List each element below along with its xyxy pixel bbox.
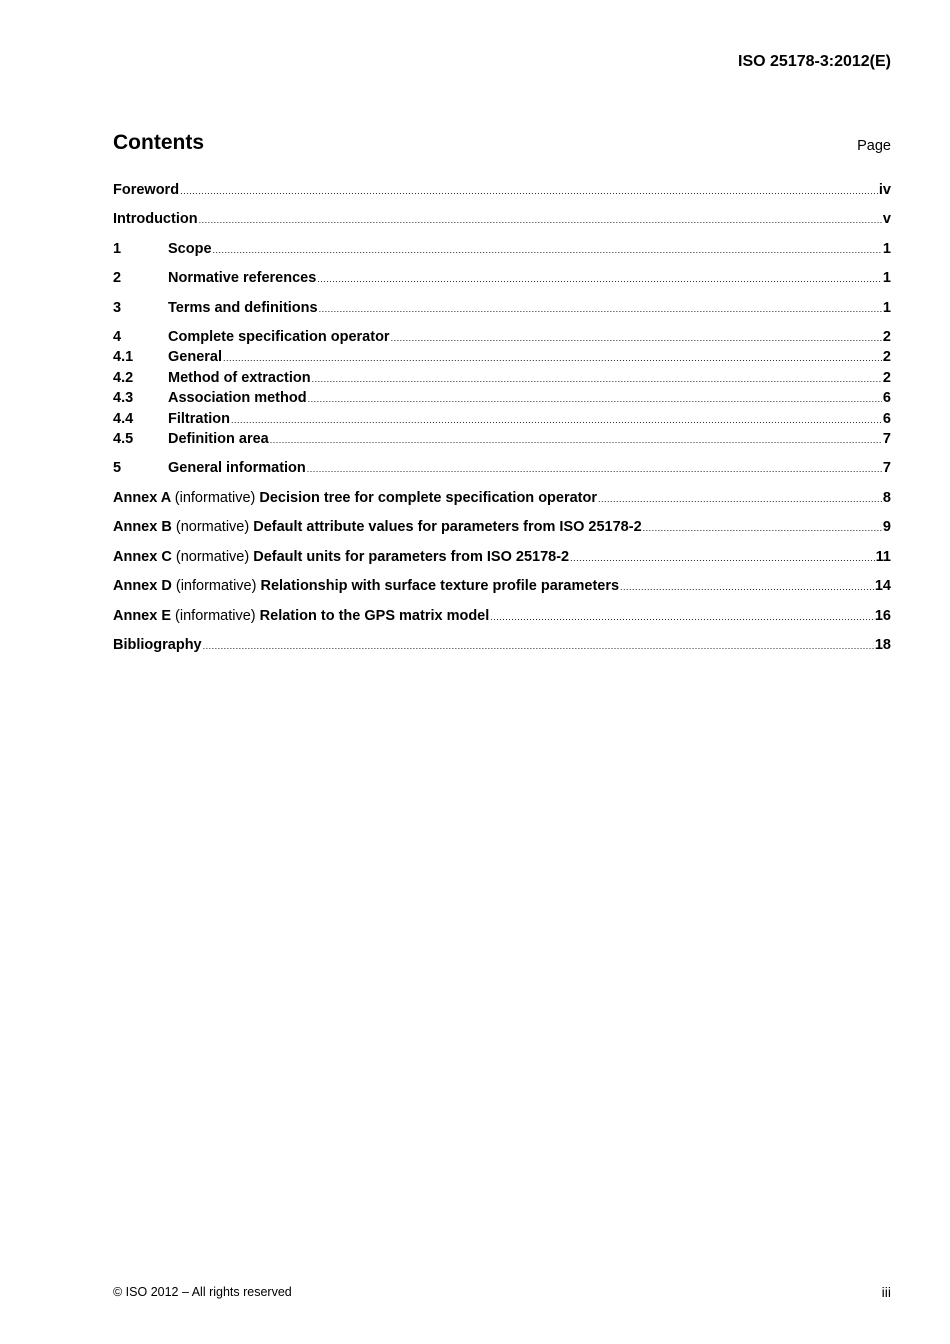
annex-label: Annex C xyxy=(113,548,172,565)
page-title: Contents xyxy=(113,131,204,154)
toc-number: 1 xyxy=(113,240,122,257)
toc-entry-5[interactable] xyxy=(113,459,891,479)
toc-title xyxy=(113,518,642,537)
toc-entry-foreword[interactable] xyxy=(113,181,891,201)
toc-entry-4-5[interactable] xyxy=(113,430,891,450)
annex-status: (informative) xyxy=(174,489,256,506)
toc-title: Normative references xyxy=(168,270,317,287)
dot-leader xyxy=(490,608,874,627)
toc-title: Introduction xyxy=(113,211,198,228)
toc-title: Terms and definitions xyxy=(168,299,318,316)
toc-page: 1 xyxy=(882,299,891,316)
toc-number: 4.4 xyxy=(113,410,134,427)
toc-page: 2 xyxy=(882,349,891,366)
toc-page: 8 xyxy=(882,489,891,506)
toc-entry-introduction[interactable] xyxy=(113,210,891,230)
toc-number: 4.5 xyxy=(113,431,134,448)
dot-leader xyxy=(598,490,882,509)
toc-entry-annex-d[interactable] xyxy=(113,577,891,597)
toc-number: 4.2 xyxy=(113,369,134,386)
toc-page: 1 xyxy=(882,240,891,257)
toc-page: 2 xyxy=(882,329,891,346)
toc-entry-annex-a[interactable] xyxy=(113,489,891,509)
toc-entry-4-3[interactable] xyxy=(113,389,891,409)
toc-page: 6 xyxy=(882,410,891,427)
dot-leader xyxy=(213,241,882,260)
toc-page: 9 xyxy=(882,519,891,536)
toc-entry-4-1[interactable] xyxy=(113,348,891,368)
toc-page: 7 xyxy=(882,460,891,477)
toc-entry-4-4[interactable] xyxy=(113,410,891,430)
toc-page: iv xyxy=(878,182,891,198)
dot-leader xyxy=(643,519,882,538)
toc-title: Scope xyxy=(168,240,212,257)
toc-page: 7 xyxy=(882,431,891,448)
dot-leader xyxy=(231,411,882,430)
toc-number: 5 xyxy=(113,460,122,477)
annex-label: Annex A xyxy=(113,489,171,506)
toc-page: 14 xyxy=(874,578,891,595)
toc-number: 3 xyxy=(113,299,122,316)
annex-status: (informative) xyxy=(175,578,257,595)
toc-page: 2 xyxy=(882,369,891,386)
dot-leader xyxy=(223,349,882,368)
toc-entry-annex-c[interactable] xyxy=(113,548,891,568)
toc-title xyxy=(113,607,489,626)
annex-title: Relation to the GPS matrix model xyxy=(259,607,490,624)
dot-leader xyxy=(317,270,882,289)
dot-leader xyxy=(203,637,874,656)
toc-number: 4.1 xyxy=(113,349,134,366)
toc-number: 4 xyxy=(113,329,122,346)
toc-title: General xyxy=(168,349,222,366)
annex-status: (normative) xyxy=(175,519,250,536)
annex-label: Annex E xyxy=(113,607,172,624)
annex-title: Relationship with surface texture profile parameters xyxy=(260,578,620,595)
toc-number: 2 xyxy=(113,270,122,287)
annex-title: Default attribute values for parameters from ISO 25178-2 xyxy=(253,519,642,536)
annex-label: Annex B xyxy=(113,519,172,536)
toc-entry-4-2[interactable] xyxy=(113,369,891,389)
toc-title: General information xyxy=(168,460,306,477)
copyright-notice: © ISO 2012 – All rights reserved xyxy=(113,1285,292,1299)
dot-leader xyxy=(180,182,878,201)
annex-label: Annex D xyxy=(113,578,172,595)
toc-title xyxy=(113,489,597,508)
dot-leader xyxy=(570,549,875,568)
toc-page: 16 xyxy=(874,607,891,624)
toc-page: 18 xyxy=(874,636,891,653)
page-number: iii xyxy=(881,1284,891,1300)
toc-title: Filtration xyxy=(168,410,231,427)
toc-entry-4[interactable] xyxy=(113,328,891,348)
dot-leader xyxy=(307,460,882,479)
annex-title: Default units for parameters from ISO 25178-2 xyxy=(253,548,570,565)
toc-page: v xyxy=(882,211,891,228)
toc-title xyxy=(113,577,619,596)
toc-title xyxy=(113,548,569,567)
toc-entry-annex-e[interactable] xyxy=(113,607,891,627)
toc-title: Method of extraction xyxy=(168,369,311,386)
toc-title: Bibliography xyxy=(113,636,202,653)
dot-leader xyxy=(270,431,882,450)
toc-title: Complete specification operator xyxy=(168,329,390,346)
toc-entry-annex-b[interactable] xyxy=(113,518,891,538)
toc-entry-bibliography[interactable] xyxy=(113,636,891,656)
toc-title: Association method xyxy=(168,390,307,407)
dot-leader xyxy=(308,390,882,409)
table-of-contents xyxy=(113,181,891,656)
standard-id: ISO 25178-3:2012(E) xyxy=(738,53,891,70)
toc-entry-2[interactable] xyxy=(113,269,891,289)
dot-leader xyxy=(319,300,882,319)
toc-page: 1 xyxy=(882,270,891,287)
toc-entry-1[interactable] xyxy=(113,240,891,260)
annex-status: (normative) xyxy=(175,548,250,565)
dot-leader xyxy=(199,211,882,230)
dot-leader xyxy=(620,578,874,597)
toc-page: 6 xyxy=(882,390,891,407)
toc-page: 11 xyxy=(875,548,891,565)
toc-number: 4.3 xyxy=(113,390,134,407)
dot-leader xyxy=(391,329,882,348)
annex-status: (informative) xyxy=(175,607,256,624)
page-column-label: Page xyxy=(857,138,891,154)
dot-leader xyxy=(312,370,882,389)
toc-title: Definition area xyxy=(168,431,269,448)
toc-entry-3[interactable] xyxy=(113,299,891,319)
annex-title: Decision tree for complete specification operator xyxy=(259,489,598,506)
toc-title: Foreword xyxy=(113,182,180,198)
